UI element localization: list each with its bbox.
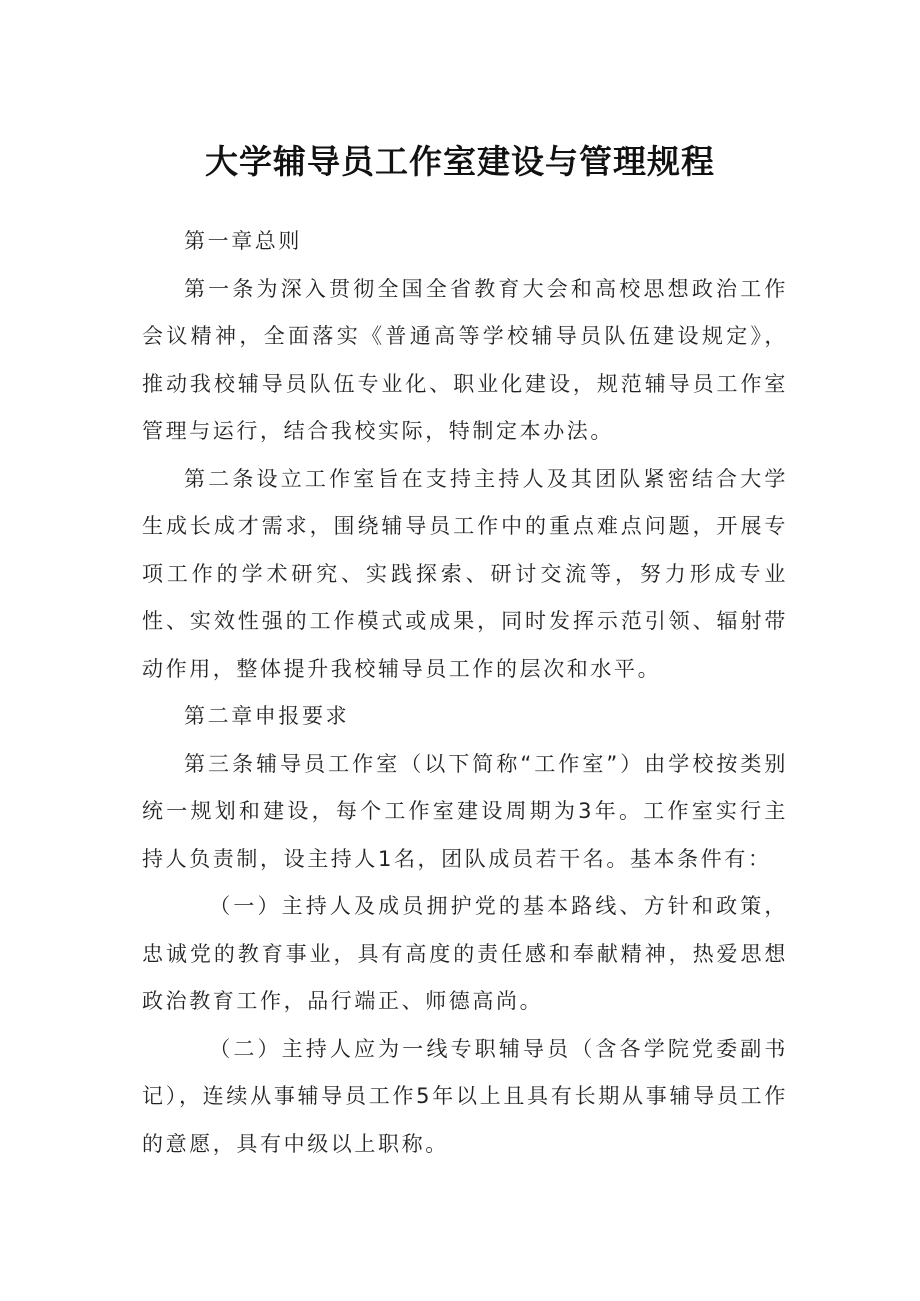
article-paragraph: 第三条辅导员工作室（以下简称“工作室”）由学校按类别统一规划和建设，每个工作室建设周期为3年。工作室实行主持人负责制，设主持人1名，团队成员若干名。基本条件有： (142, 751, 788, 871)
chapter-heading: 第一章总则 (184, 229, 302, 253)
article-paragraph: 第一条为深入贯彻全国全省教育大会和高校思想政治工作会议精神，全面落实《普通高等学校辅导员队伍建设规定》，推动我校辅导员队伍专业化、职业化建设，规范辅导员工作室管理与运行，结合我校实际，特制定本办法。 (142, 276, 788, 443)
sub-item-paragraph: （一）主持人及成员拥护党的基本路线、方针和政策，忠诚党的教育事业，具有高度的责任感和奉献精神，热爱思想政治教育工作，品行端正、师德高尚。 (142, 894, 788, 1013)
article-paragraph: 第二条设立工作室旨在支持主持人及其团队紧密结合大学生成长成才需求，围绕辅导员工作中的重点难点问题，开展专项工作的学术研究、实践探索、研讨交流等，努力形成专业性、实效性强的工作模式或成果，同时发挥示范引领、辐射带动作用，整体提升我校辅导员工作的层次和水平。 (142, 466, 788, 681)
document-title: 大学辅导员工作室建设与管理规程 (205, 142, 715, 181)
sub-item-paragraph: （二）主持人应为一线专职辅导员（含各学院党委副书记），连续从事辅导员工作5年以上且具有长期从事辅导员工作的意愿，具有中级以上职称。 (142, 1036, 788, 1156)
document-body (142, 218, 788, 1168)
chapter-heading: 第二章申报要求 (184, 704, 350, 728)
